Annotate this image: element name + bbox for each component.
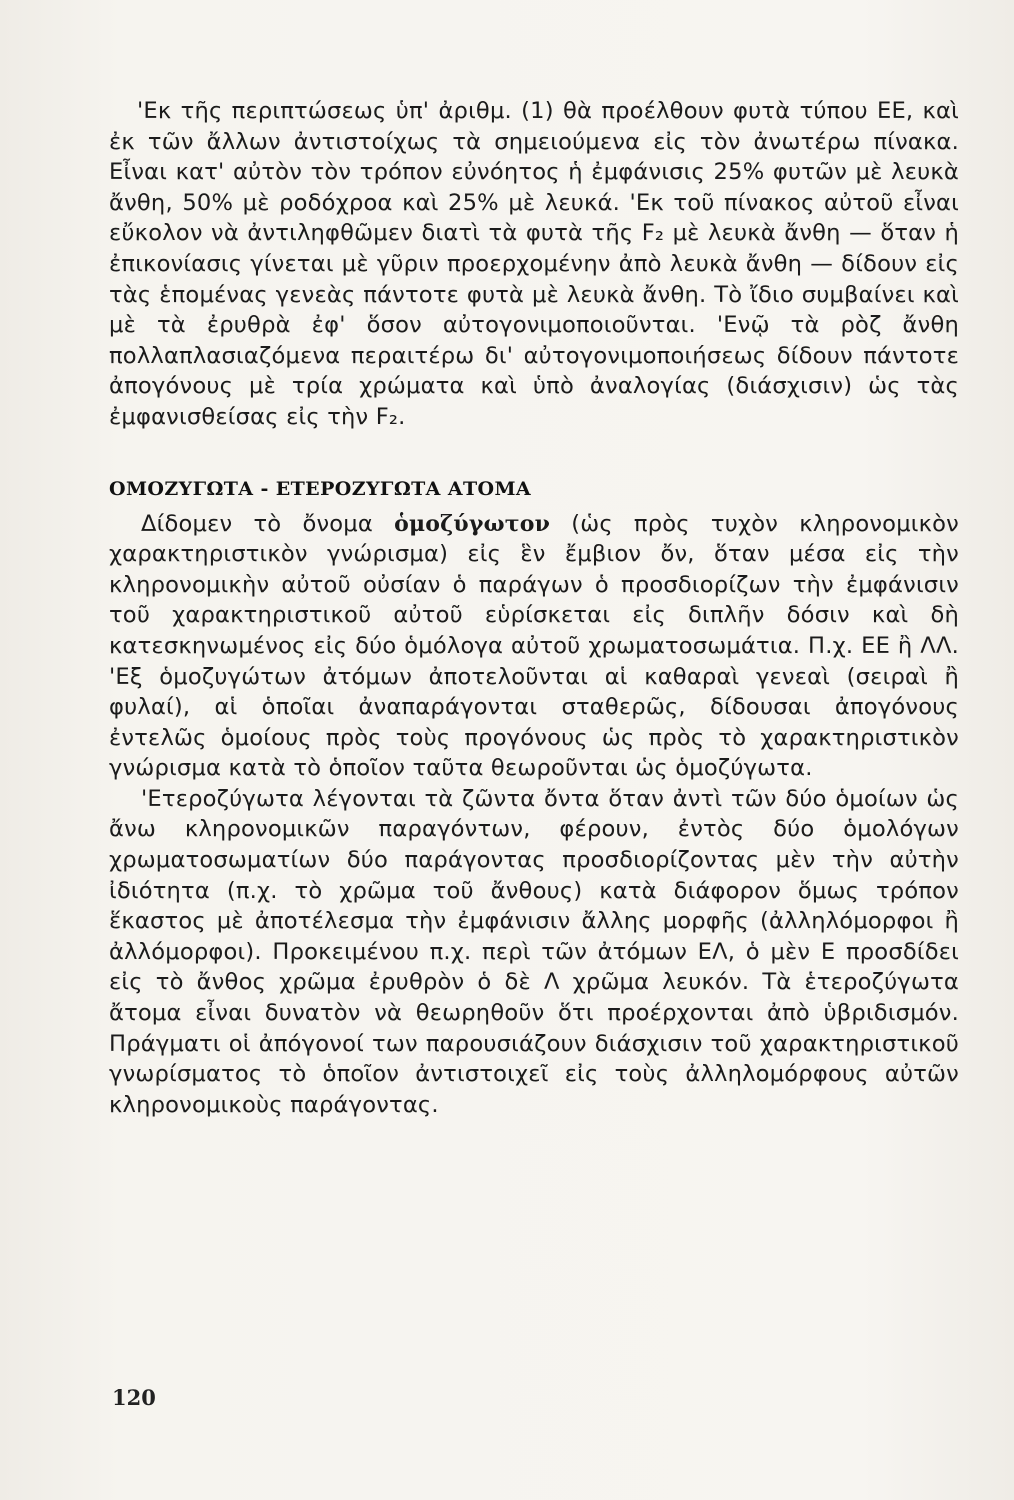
paragraph-2-start: Δίδομεν τὸ ὄνομα xyxy=(141,510,395,537)
text-block xyxy=(109,96,959,1120)
term-homozygous: ὁμοζύγωτον xyxy=(394,510,551,537)
page-number: 120 xyxy=(112,1385,156,1410)
paragraph-3: 'Ετεροζύγωτα λέγονται τὰ ζῶντα ὄντα ὅταν ἀντὶ τῶν δύο ὁμοίων ὡς ἄνω κληρονομικῶν παραγόντων, φέρουν, ἐντὸς δύο ὁμολόγων χρωματοσωματίων δύο παράγοντας προσδιορίζοντας μὲν τὴν αὐτὴν ἰδιότητα (π.χ. τὸ χρῶμα τοῦ ἄνθους) κατὰ διάφορον ὅμως τρόπον ἕκαστος μὲ ἀποτέλεσμα τὴν ἐμφάνισιν ἄλλης μορφῆς (ἀλληλόμορφοι ἢ ἀλλόμορφοι). Προκειμένου π.χ. περὶ τῶν ἀτόμων ΕΛ, ὁ μὲν Ε προσδίδει εἰς τὸ ἄνθος χρῶμα ἐρυθρὸν ὁ δὲ Λ χρῶμα λευκόν. Τὰ ἑτεροζύγωτα ἄτομα εἶναι δυνατὸν νὰ θεωρηθοῦν ὅτι προέρχονται ἀπὸ ὑβριδισμόν. Πράγματι οἱ ἀπόγονοί των παρουσιάζουν διάσχισιν τοῦ χαρακτηριστικοῦ γνωρίσματος τὸ ὁποῖον ἀντιστοιχεῖ εἰς τοὺς ἀλληλομόρφους αὐτῶν κληρονομικοὺς παράγοντας. xyxy=(109,785,959,1118)
paragraph-1: 'Εκ τῆς περιπτώσεως ὑπ' ἀριθμ. (1) θὰ προέλθουν φυτὰ τύπου ΕΕ, καὶ ἐκ τῶν ἄλλων ἀντιστοίχως τὰ σημειούμενα εἰς τὸν ἀνωτέρω πίνακα. Εἶναι κατ' αὐτὸν τὸν τρόπον εὐνόητος ἡ ἐμφάνισις 25% φυτῶν μὲ λευκὰ ἄνθη, 50% μὲ ροδόχροα καὶ 25% μὲ λευκά. 'Εκ τοῦ πίνακος αὐτοῦ εἶναι εὔκολον νὰ ἀντιληφθῶμεν διατὶ τὰ φυτὰ τῆς F₂ μὲ λευκὰ ἄνθη — ὅταν ἡ ἐπικονίασις γίνεται μὲ γῦριν προερχομένην ἀπὸ λευκὰ ἄνθη — δίδουν εἰς τὰς ἑπομένας γενεὰς πάντοτε φυτὰ μὲ λευκὰ ἄνθη. Τὸ ἴδιο συμβαίνει καὶ μὲ τὰ ἐρυθρὰ ἐφ' ὅσον αὐτογονιμοποιοῦνται. 'Ενῷ τὰ ρὸζ ἄνθη πολλαπλασιαζόμενα περαιτέρω δι' αὐτογονιμοποιήσεως δίδουν πάντοτε ἀπογόνους μὲ τρία χρώματα καὶ ὑπὸ ἀναλογίας (διάσχισιν) ὡς τὰς ἐμφανισθείσας εἰς τὴν F₂. xyxy=(109,98,959,430)
paragraph-2-rest: (ὡς πρὸς τυχὸν κληρονομικὸν χαρακτηριστικὸν γνώρισμα) εἰς ἓν ἔμβιον ὄν, ὅταν μέσα εἰς τὴν κληρονομικὴν αὐτοῦ οὐσίαν ὁ παράγων ὁ προσδιορίζων τὴν ἐμφάνισιν τοῦ χαρακτηριστικοῦ αὐτοῦ εὑρίσκεται εἰς διπλῆν δόσιν καὶ δὴ κατεσκηνωμένος εἰς δύο ὁμόλογα αὐτοῦ χρωματοσωμάτια. Π.χ. ΕΕ ἢ ΛΛ. 'Εξ ὁμοζυγώτων ἀτόμων ἀποτελοῦνται αἱ καθαραὶ γενεαὶ (σειραὶ ἢ φυλαί), αἱ ὁποῖαι ἀναπαράγονται σταθερῶς, δίδουσαι ἀπογόνους ἐντελῶς ὁμοίους πρὸς τοὺς προγόνους ὡς πρὸς τὸ χαρακτηριστικὸν γνώρισμα κατὰ τὸ ὁποῖον ταῦτα θεωροῦνται ὡς ὁμοζύγωτα. xyxy=(109,510,959,782)
paragraph-2 xyxy=(109,509,959,784)
section-heading: ΟΜΟΖΥΓΩΤΑ - ΕΤΕΡΟΖΥΓΩΤΑ ΑΤΟΜΑ xyxy=(109,477,532,500)
